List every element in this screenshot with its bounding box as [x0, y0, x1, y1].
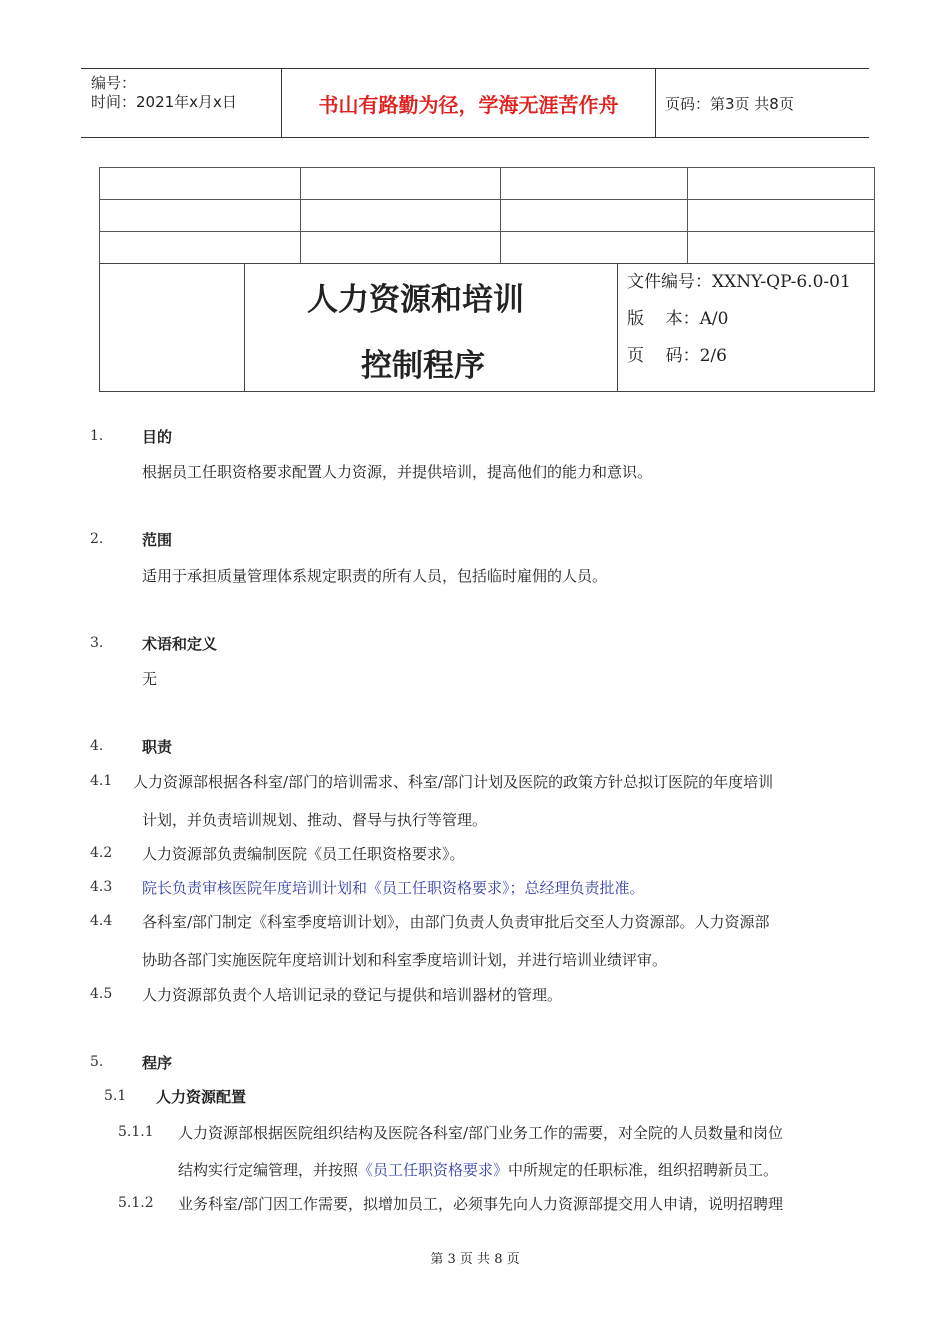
item-text-highlighted: 院长负责审核医院年度培训计划和《员工任职资格要求》；总经理负责批准。: [142, 879, 645, 897]
subsection-title: 人力资源配置: [156, 1088, 247, 1106]
section-number: 3.: [90, 635, 104, 651]
title-block: [99, 263, 875, 392]
item-number: 4.1: [90, 773, 113, 789]
section-number: 1.: [90, 428, 104, 444]
file-number: 文件编号：XXNY-QP-6.0-01: [627, 272, 851, 292]
version: 版 本：A/0: [627, 309, 729, 329]
item-text: 业务科室/部门因工作需要，拟增加员工，必须事先向人力资源部提交用人申请，说明招聘理: [178, 1195, 784, 1213]
header-page-info: 页码：第3页 共8页: [665, 94, 794, 113]
doc-title-line2: 控制程序: [361, 348, 485, 384]
page-header: [81, 68, 869, 138]
section-number: 2.: [90, 531, 104, 547]
section-title: 范围: [142, 531, 173, 549]
page-footer: 第 3 页 共 8 页: [430, 1252, 520, 1267]
grid-row: [100, 200, 875, 232]
document-reference: 《员工任职资格要求》: [358, 1161, 509, 1179]
item-number: 4.5: [90, 986, 113, 1002]
section-body: 无: [142, 670, 158, 688]
item-number: 5.1.2: [118, 1195, 154, 1211]
item-text-part: 中所规定的任职标准，组织招聘新员工。: [508, 1161, 779, 1179]
subsection-number: 5.1: [104, 1088, 127, 1104]
motto: 书山有路勤为径，学海无涯苦作舟: [282, 69, 656, 137]
logo-cell: [100, 264, 245, 391]
section-title: 程序: [142, 1054, 173, 1072]
item-number: 4.3: [90, 879, 113, 895]
doc-title-line1: 人力资源和培训: [307, 282, 524, 318]
section-number: 5.: [90, 1054, 104, 1070]
doc-title: [245, 264, 618, 391]
section-title: 目的: [142, 428, 173, 446]
item-text: 人力资源部负责编制医院《员工任职资格要求》。: [142, 845, 465, 863]
item-text: [178, 1159, 778, 1180]
section-title: 职责: [142, 738, 173, 756]
item-text: 人力资源部负责个人培训记录的登记与提供和培训器材的管理。: [142, 986, 563, 1004]
section-number: 4.: [90, 738, 104, 754]
time-line: 时间：2021年x月x日: [91, 93, 237, 111]
item-text: 协助各部门实施医院年度培训计划和科室季度培训计划，并进行培训业绩评审。: [142, 951, 668, 969]
item-text: 各科室/部门制定《科室季度培训计划》，由部门负责人负责审批后交至人力资源部。人力资源部: [142, 913, 770, 931]
item-number: 5.1.1: [118, 1124, 154, 1140]
item-number: 4.4: [90, 913, 113, 929]
doc-page: 页 码：2/6: [627, 346, 727, 366]
grid-row: [100, 168, 875, 200]
section-title: 术语和定义: [142, 635, 218, 653]
item-number: 4.2: [90, 845, 113, 861]
section-body: 适用于承担质量管理体系规定职责的所有人员，包括临时雇佣的人员。: [142, 567, 608, 585]
grid-row: [100, 232, 875, 264]
item-text: 人力资源部根据各科室/部门的培训需求、科室/部门计划及医院的政策方针总拟订医院的年度培训: [133, 773, 774, 791]
doc-info: [618, 264, 874, 391]
header-meta: [81, 69, 282, 137]
item-text: 人力资源部根据医院组织结构及医院各科室/部门业务工作的需要，对全院的人员数量和岗位: [178, 1124, 784, 1142]
item-text: 计划，并负责培训规划、推动、督导与执行等管理。: [142, 811, 488, 829]
item-text-part: 结构实行定编管理，并按照: [178, 1161, 359, 1179]
revision-grid: [99, 167, 875, 264]
code-label: 编号：: [91, 74, 137, 92]
section-body: 根据员工任职资格要求配置人力资源，并提供培训，提高他们的能力和意识。: [142, 463, 653, 481]
